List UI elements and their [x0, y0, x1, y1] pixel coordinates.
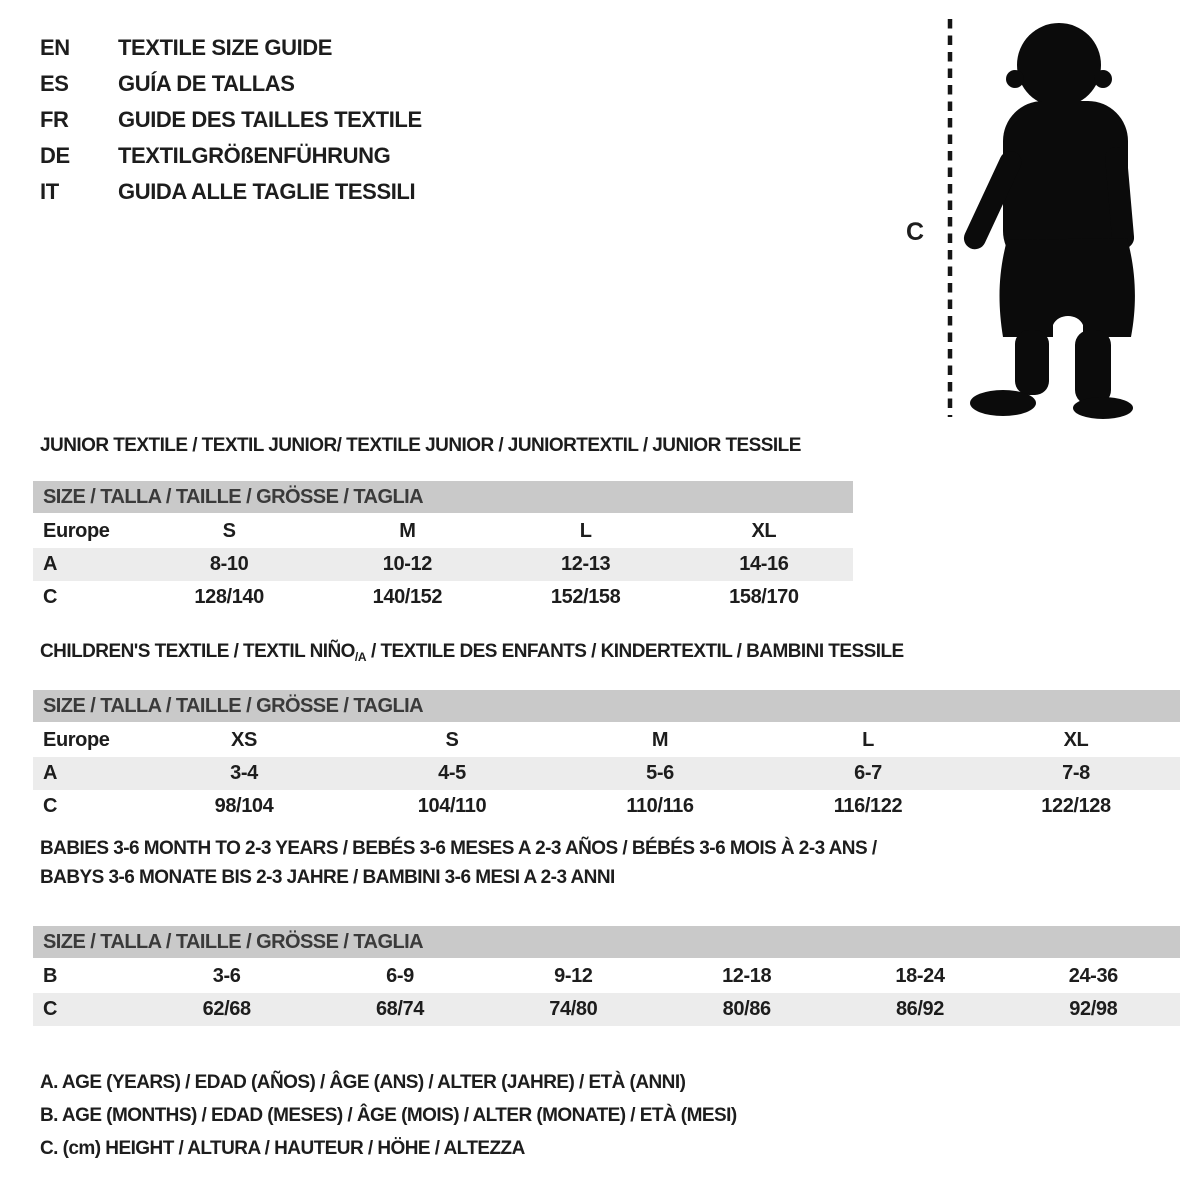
- row-label: C: [43, 586, 58, 608]
- table-row: [33, 960, 1180, 993]
- size-cell: 62/68: [202, 998, 251, 1020]
- row-label: Europe: [43, 520, 110, 542]
- junior-section-title: JUNIOR TEXTILE / TEXTIL JUNIOR/ TEXTILE JUNIOR / JUNIORTEXTIL / JUNIOR TESSILE: [40, 435, 801, 456]
- language-line-de: [40, 138, 422, 174]
- table-row: [33, 757, 1180, 790]
- size-header-label: SIZE / TALLA / TAILLE / GRÖSSE / TAGLIA: [43, 486, 424, 508]
- size-cell: S: [222, 520, 236, 542]
- row-label: C: [43, 998, 58, 1020]
- row-label: Europe: [43, 729, 110, 751]
- size-cell: XS: [231, 729, 257, 751]
- size-cell: 122/128: [1041, 795, 1111, 817]
- size-cell: 80/86: [722, 998, 771, 1020]
- table-row: [33, 724, 1180, 757]
- babies-size-table: [33, 926, 1180, 1026]
- babies-title-line-1: BABIES 3-6 MONTH TO 2-3 YEARS / BEBÉS 3-6 MESES A 2-3 AÑOS / BÉBÉS 3-6 MOIS À 2-3 ANS /: [40, 838, 877, 859]
- language-title: GUÍA DE TALLAS: [118, 71, 295, 96]
- language-title-list: [40, 30, 422, 210]
- size-cell: 86/92: [895, 998, 945, 1020]
- table-row: [33, 515, 853, 548]
- row-label: C: [43, 795, 58, 817]
- size-cell: 6-7: [854, 762, 882, 784]
- babies-title-line-2: BABYS 3-6 MONATE BIS 2-3 JAHRE / BAMBINI 3-6 MESI A 2-3 ANNI: [40, 867, 615, 888]
- size-cell: 128/140: [194, 586, 264, 608]
- size-cell: XL: [1063, 729, 1089, 751]
- size-cell: 116/122: [833, 795, 903, 817]
- size-cell: 3-4: [230, 762, 258, 784]
- row-label: A: [43, 553, 58, 575]
- language-code: EN: [40, 35, 70, 60]
- table-row: [33, 581, 853, 614]
- size-header-bar: [33, 926, 1180, 958]
- size-cell: 9-12: [554, 965, 593, 987]
- size-cell: M: [651, 729, 669, 751]
- size-cell: 5-6: [646, 762, 674, 784]
- size-cell: 68/74: [375, 998, 425, 1020]
- size-header-label: SIZE / TALLA / TAILLE / GRÖSSE / TAGLIA: [43, 931, 424, 953]
- children-section-title: [40, 641, 904, 664]
- size-cell: 14-16: [739, 553, 789, 575]
- legend-line-c: C. (cm) HEIGHT / ALTURA / HAUTEUR / HÖHE / ALTEZZA: [40, 1138, 525, 1159]
- size-cell: M: [399, 520, 416, 542]
- language-line-en: [40, 30, 422, 66]
- table-row: [33, 790, 1180, 823]
- size-cell: L: [862, 729, 874, 751]
- size-cell: S: [445, 729, 459, 751]
- language-title: TEXTILE SIZE GUIDE: [118, 35, 333, 60]
- language-code: ES: [40, 71, 69, 96]
- row-label: A: [43, 762, 58, 784]
- size-cell: 7-8: [1062, 762, 1090, 784]
- size-cell: 92/98: [1069, 998, 1118, 1020]
- language-title: GUIDE DES TAILLES TEXTILE: [118, 107, 422, 132]
- figure-container: [935, 5, 1200, 420]
- language-title: GUIDA ALLE TAGLIE TESSILI: [118, 179, 416, 204]
- size-cell: 12-13: [561, 553, 611, 575]
- toddler-silhouette: [960, 23, 1135, 419]
- language-code: FR: [40, 107, 69, 132]
- size-cell: 3-6: [212, 965, 241, 987]
- language-title: TEXTILGRÖßENFÜHRUNG: [118, 143, 391, 168]
- language-code: IT: [40, 179, 59, 204]
- language-line-es: [40, 66, 422, 102]
- size-cell: 12-18: [722, 965, 772, 987]
- legend-line-a: A. AGE (YEARS) / EDAD (AÑOS) / ÂGE (ANS) / ALTER (JAHRE) / ETÀ (ANNI): [40, 1072, 686, 1093]
- row-label: B: [43, 965, 58, 987]
- size-header-bar: [33, 481, 853, 513]
- size-cell: 6-9: [386, 965, 414, 987]
- size-cell: 110/116: [626, 795, 694, 817]
- size-cell: 74/80: [549, 998, 598, 1020]
- language-line-fr: [40, 102, 422, 138]
- toddler-silhouette-icon: [935, 5, 1200, 420]
- children-size-table: [33, 690, 1180, 823]
- children-title-sub: /A: [354, 650, 367, 664]
- table-row: [33, 548, 853, 581]
- measurement-legend: [40, 1066, 737, 1165]
- children-title-pre: CHILDREN'S TEXTILE / TEXTIL NIÑO: [40, 641, 355, 662]
- legend-line-b: B. AGE (MONTHS) / EDAD (MESES) / ÂGE (MOIS) / ALTER (MONATE) / ETÀ (MESI): [40, 1105, 737, 1126]
- size-cell: 24-36: [1068, 965, 1118, 987]
- size-cell: 140/152: [372, 586, 443, 608]
- size-cell: XL: [751, 520, 777, 542]
- size-cell: 152/158: [550, 586, 621, 608]
- size-cell: 104/110: [417, 795, 487, 817]
- size-cell: 18-24: [895, 965, 945, 987]
- language-line-it: [40, 174, 422, 210]
- size-cell: 4-5: [438, 762, 466, 784]
- junior-size-table: [33, 481, 853, 614]
- size-cell: 98/104: [214, 795, 274, 817]
- size-cell: 10-12: [382, 553, 432, 575]
- size-cell: L: [579, 520, 592, 542]
- children-title-post: / TEXTILE DES ENFANTS / KINDERTEXTIL / BAMBINI TESSILE: [366, 641, 904, 662]
- language-code: DE: [40, 143, 70, 168]
- size-cell: 158/170: [729, 586, 799, 608]
- table-row: [33, 993, 1180, 1026]
- size-cell: 8-10: [209, 553, 249, 575]
- size-header-bar: [33, 690, 1180, 722]
- size-header-label: SIZE / TALLA / TAILLE / GRÖSSE / TAGLIA: [43, 695, 424, 717]
- babies-section-title: [40, 834, 877, 892]
- height-measure-label: C: [906, 218, 925, 246]
